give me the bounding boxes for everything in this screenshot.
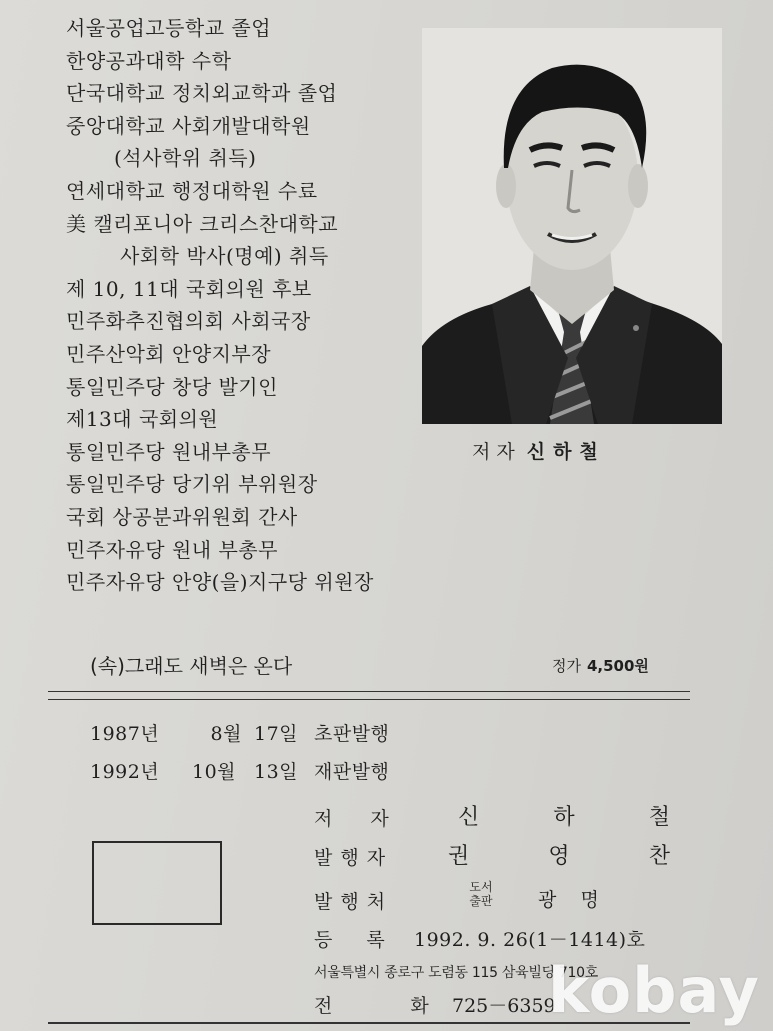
phone-value: 725－6359 [452,995,556,1017]
edition-year: 1992년 [90,761,160,783]
colophon-author-name [458,800,670,831]
colophon-press-row [314,887,393,914]
bio-line: (석사학위 취득) [114,146,257,171]
bio-line: 한양공과대학 수학 [66,48,232,73]
edition-month: 10월 [192,761,237,783]
colophon-author-row [314,804,405,831]
colophon-publisher-row [314,843,393,870]
edition-type: 초판발행 [314,723,390,745]
bio-line: 민주산악회 안양지부장 [66,341,272,366]
bio-line: 통일민주당 원내부총무 [66,439,272,464]
edition-day: 17일 [254,723,299,745]
bio-line: 민주화추진협의회 사회국장 [66,309,311,334]
colophon-author-label: 저 자 [314,808,405,830]
bio-line: 사회학 박사(명예) 취득 [120,244,329,269]
edition-type: 재판발행 [314,761,390,783]
phone-label: 전 화 [314,995,465,1017]
name-char: 찬 [648,844,670,869]
press-prefix-bottom: 출판 [469,894,493,908]
bio-line: 국회 상공분과위원회 간사 [66,504,298,529]
bio-line: 통일민주당 당기위 부위원장 [66,472,318,497]
book-title: (속)그래도 새벽은 온다 [90,654,293,678]
bio-line: 민주자유당 안양(을)지구당 위원장 [66,570,374,595]
price-label: 정가 [552,657,581,675]
price-amount: 4,500원 [586,657,649,675]
bio-line: 서울공업고등학교 졸업 [66,16,272,40]
colophon-phone-row [314,991,556,1018]
press-prefix [458,880,504,908]
edition-day: 13일 [254,761,299,783]
bio-line: 민주자유당 원내 부총무 [66,537,278,562]
colophon-press-label: 발행처 [314,891,394,913]
book-price [552,655,649,676]
kobay-watermark: kobay [548,954,760,1027]
portrait-caption [472,437,606,464]
edition-first [90,719,389,746]
double-divider [48,691,690,700]
name-char: 영 [548,844,570,869]
caption-role: 저자 [472,441,521,463]
bio-line: 美 캘리포니아 크리스찬대학교 [66,211,339,236]
name-char: 권 [448,844,470,869]
colophon-registration-row [314,925,645,952]
edition-second [90,757,389,784]
edition-year: 1987년 [90,723,160,745]
bio-line: 연세대학교 행정대학원 수료 [66,178,318,203]
name-char: 신 [458,805,480,830]
bio-line: 통일민주당 창당 발기인 [66,374,278,399]
colophon-publisher-label: 발행자 [314,847,394,869]
press-name: 광 명 [538,889,599,911]
name-char: 철 [648,805,670,830]
edition-month: 8월 [210,723,242,745]
seal-stamp-box [92,841,222,925]
registration-label: 등 록 [314,929,399,951]
caption-author-name: 신하철 [526,441,606,463]
bio-line: 중앙대학교 사회개발대학원 [66,113,311,138]
author-portrait-photo [422,28,722,424]
bio-line: 제13대 국회의원 [66,407,219,432]
bio-line: 단국대학교 정치외교학과 졸업 [66,81,338,106]
name-char: 하 [553,805,575,830]
registration-value: 1992. 9. 26(1－1414)호 [414,929,646,951]
bio-line: 제 10, 11대 국회의원 후보 [66,276,312,301]
press-prefix-top: 도서 [469,880,493,894]
colophon-publisher-name [448,839,670,870]
publisher-address: 서울특별시 종로구 도렴동 115 삼육빌딩 710호 [314,965,598,981]
